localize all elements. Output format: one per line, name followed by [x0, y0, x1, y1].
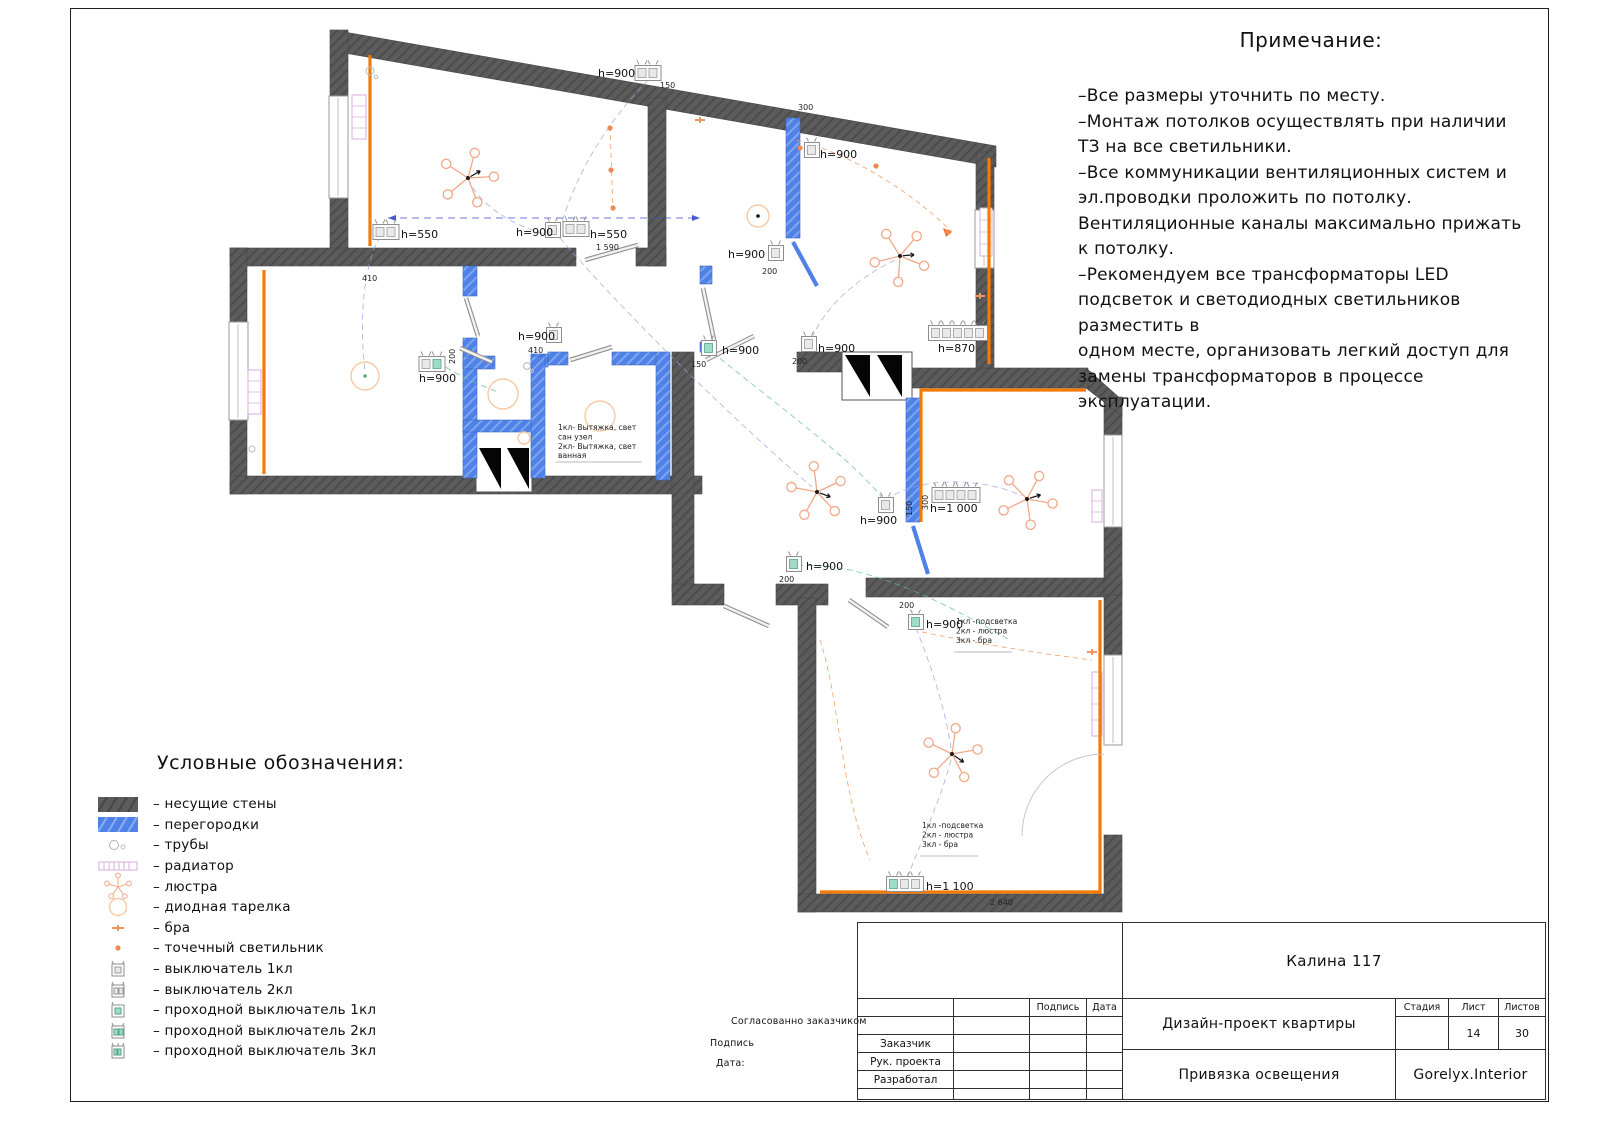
- note-line: эл.проводки проложить по потолку.: [1078, 188, 1412, 208]
- pass-switch-icon: [419, 352, 445, 372]
- legend-item-label: – точечный светильник: [153, 940, 324, 957]
- height-label: h=900: [518, 330, 556, 343]
- key-annotation: 1кл -подсветка: [922, 821, 984, 830]
- height-label: h=900: [860, 514, 898, 527]
- tb-project: Дизайн-проект квартиры: [1122, 998, 1396, 1050]
- legend-item: [95, 979, 404, 1000]
- tb-row-customer: Заказчик: [857, 1034, 954, 1053]
- legend-item-label: – выключатель 2кл: [153, 981, 293, 998]
- tb-empty-top: [857, 922, 1123, 999]
- height-label: h=900: [598, 67, 636, 80]
- dimension-label: 150: [691, 360, 707, 369]
- legend-item-label: – несущие стены: [153, 796, 277, 813]
- legend-item: [95, 794, 404, 815]
- key-annotation: 2кл- Вытяжка, свет: [558, 441, 637, 451]
- legend-item: [95, 856, 404, 877]
- height-label: h=900: [419, 372, 457, 385]
- tb-sheets-total: 30: [1498, 1016, 1546, 1050]
- key-annotation: 1кл -подсветка: [956, 617, 1018, 626]
- dimension-label: 200: [762, 267, 778, 276]
- legend-item-label: – проходной выключатель 2кл: [153, 1022, 377, 1039]
- annotation-underlines: [556, 462, 1012, 856]
- pass-switch-3-icon: [95, 1042, 141, 1060]
- height-label: h=900: [926, 618, 964, 631]
- tb-h2: [953, 998, 1030, 1017]
- legend-item-label: – выключатель 1кл: [153, 961, 293, 978]
- pass-switch-icon: [887, 872, 924, 892]
- legend-item: [95, 897, 404, 918]
- wall-swatch: [95, 797, 141, 812]
- legend-item: [95, 876, 404, 897]
- note-line: одном месте, организовать легкий доступ для: [1078, 341, 1510, 361]
- height-label: h=550: [590, 228, 628, 241]
- pass-switch-icon: [787, 552, 802, 572]
- dimension-label: 410: [362, 274, 378, 283]
- height-label: h=900: [728, 248, 766, 261]
- legend-item-label: – трубы: [153, 837, 209, 854]
- legend-item-label: – проходной выключатель 1кл: [153, 1002, 377, 1019]
- legend-item: [95, 959, 404, 980]
- switch-icon: [373, 220, 399, 240]
- legend-item-label: – бра: [153, 919, 191, 936]
- tb-sheet-title: Привязка освещения: [1122, 1049, 1396, 1100]
- switch-2-icon: [95, 981, 141, 999]
- height-label: h=900: [820, 148, 858, 161]
- legend-item: [95, 1021, 404, 1042]
- sconce-icon: [95, 923, 141, 933]
- tb-stage-value: [1395, 1016, 1449, 1050]
- key-annotation: сан узел: [558, 432, 593, 442]
- legend-item: [95, 918, 404, 939]
- switch-1-icon: [95, 960, 141, 978]
- note-line: подсветок и светодиодных светильников: [1078, 290, 1461, 310]
- tb-approved: Согласованно заказчиком: [731, 1016, 867, 1027]
- key-annotation: ванная: [558, 451, 587, 461]
- dimension-label: 150: [905, 500, 914, 516]
- height-label: h=550: [401, 228, 439, 241]
- dimension-label: 200: [448, 348, 457, 364]
- chandelier-icon: [431, 141, 505, 213]
- switch-icon: [635, 61, 661, 81]
- height-label: h=1 000: [930, 502, 978, 515]
- switch-icon: [563, 217, 589, 237]
- note-line: –Все коммуникации вентиляционных систем и: [1078, 162, 1508, 183]
- dimension-label: 410: [528, 346, 544, 355]
- dimension-label: 1 590: [596, 243, 619, 252]
- legend-item-label: – проходной выключатель 3кл: [153, 1043, 377, 1060]
- chandelier-icon: [859, 213, 943, 297]
- tb-row-empty2: [857, 1088, 954, 1100]
- note-line: –Монтаж потолков осуществлять при наличии: [1078, 111, 1507, 132]
- partition-swatch: [95, 817, 141, 832]
- legend-item-label: – люстра: [153, 878, 218, 895]
- tb-row-empty: [857, 1016, 954, 1035]
- tb-row-lead: Рук. проекта: [857, 1052, 954, 1071]
- tb-row-developer: Разработал: [857, 1070, 954, 1089]
- legend-title: Условные обозначения:: [157, 752, 405, 774]
- legend-item-label: – перегородки: [153, 816, 260, 833]
- legend-item: [95, 1041, 404, 1062]
- height-label: h=900: [722, 344, 760, 357]
- dimension-label: 150: [660, 81, 676, 90]
- key-annotation: 3кл - бра: [922, 839, 958, 849]
- tb-sheets-label: Листов: [1498, 998, 1546, 1017]
- legend-item: [95, 1000, 404, 1021]
- tb-stage-label: Стадия: [1395, 998, 1449, 1017]
- legend-item-label: – диодная тарелка: [153, 899, 291, 916]
- legend-block: [95, 752, 404, 1062]
- chandelier-icon: [987, 458, 1068, 538]
- height-label: h=870: [938, 342, 976, 355]
- switch-icon: [802, 332, 817, 352]
- legend-item-label: – радиатор: [153, 858, 234, 875]
- tb-approved-date: Дата:: [716, 1058, 745, 1069]
- key-annotation: 2кл - люстра: [922, 830, 974, 840]
- switch-icon: [805, 138, 820, 158]
- note-line: –Рекомендуем все трансформаторы LED: [1078, 264, 1449, 285]
- dimension-label: 200: [899, 601, 915, 610]
- legend-item: [95, 938, 404, 959]
- key-annotation: 2кл - люстра: [956, 626, 1008, 636]
- tb-sign-header: Подпись: [1029, 998, 1087, 1017]
- dimension-label: 2 640: [990, 898, 1013, 907]
- note-line: разместить в: [1078, 315, 1200, 336]
- diode-plate-icon: [95, 896, 141, 918]
- chandelier-icon: [779, 451, 857, 531]
- tb-sheet-label: Лист: [1448, 998, 1499, 1017]
- tb-h1: [857, 998, 954, 1017]
- note-line: эксплуатации.: [1078, 392, 1212, 412]
- note-title: Примечание:: [1239, 28, 1383, 52]
- height-label: h=900: [806, 560, 844, 573]
- chandelier-icon: [920, 719, 988, 789]
- height-label: h=900: [516, 226, 554, 239]
- note-line: ТЗ на все светильники.: [1078, 137, 1292, 157]
- key-annotation: 1кл- Вытяжка, свет: [558, 423, 637, 432]
- dimension-label: 300: [921, 494, 930, 510]
- radiator-icon: [95, 861, 141, 871]
- dimension-label: 200: [792, 357, 808, 366]
- switch-icon: [769, 241, 784, 261]
- dimension-label: 300: [798, 103, 814, 112]
- legend-item: [95, 835, 404, 856]
- pass-switch-1-icon: [95, 1001, 141, 1019]
- note-line: замены трансформаторов в процессе: [1078, 366, 1424, 387]
- height-label: h=900: [818, 342, 856, 355]
- tb-date-header: Дата: [1086, 998, 1123, 1017]
- spot-light-icon: [95, 943, 141, 953]
- pass-switch-icon: [909, 610, 924, 630]
- pass-switch-2-icon: [95, 1022, 141, 1040]
- note-block: [1078, 28, 1544, 416]
- note-line: –Все размеры уточнить по месту.: [1078, 86, 1386, 106]
- legend-item: [95, 815, 404, 836]
- height-label: h=1 100: [926, 880, 974, 893]
- tb-approved-sign: Подпись: [710, 1038, 755, 1049]
- pipes-icon: [95, 838, 141, 852]
- tb-company: Gorelyx.Interior: [1395, 1049, 1546, 1100]
- key-annotation: 3кл - бра: [956, 635, 992, 645]
- switch-icon: [932, 483, 980, 503]
- tb-sheet-no: 14: [1448, 1016, 1499, 1050]
- note-line: к потолку.: [1078, 239, 1175, 259]
- tb-object: Калина 117: [1122, 922, 1546, 999]
- dimension-label: 200: [779, 575, 795, 584]
- note-line: Вентиляционные каналы максимально прижать: [1078, 213, 1522, 234]
